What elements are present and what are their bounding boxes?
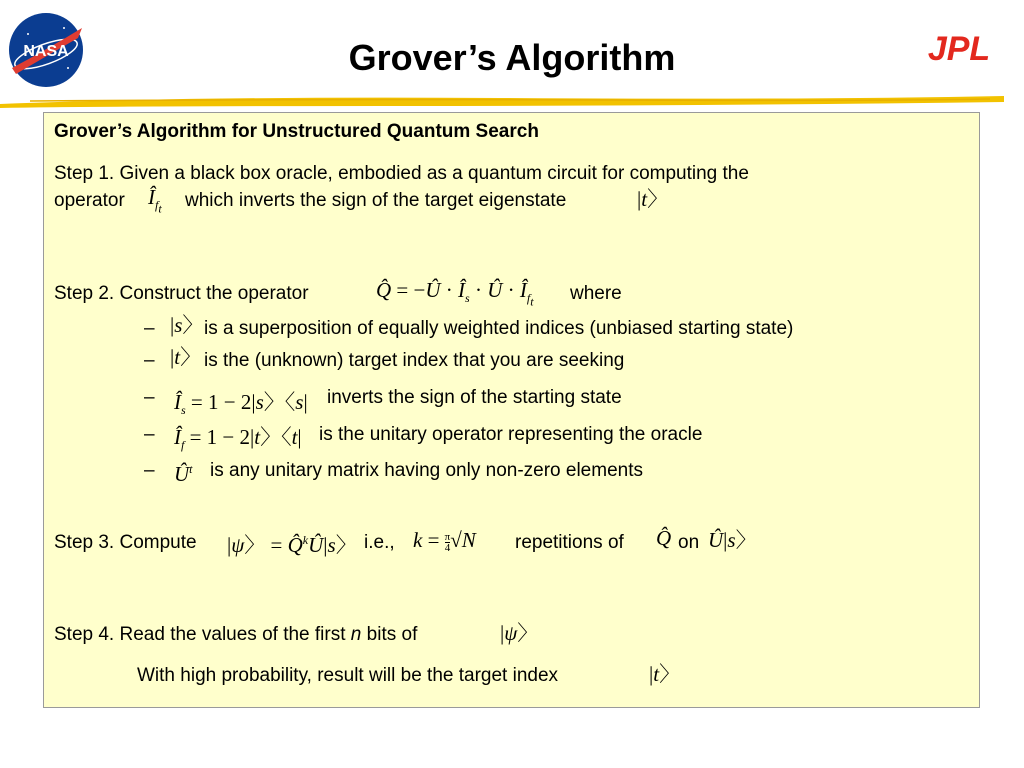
bullet-dash: – [144, 350, 155, 371]
page-title: Grover’s Algorithm [348, 37, 676, 78]
target-ket-t: |t〉 [637, 187, 669, 211]
bullet-dash: – [144, 424, 155, 445]
u-operator-formula: $Û^t$ [174, 462, 193, 486]
title-underline [0, 90, 1004, 112]
step3-ie: i.e., [364, 532, 395, 553]
content-box [43, 112, 980, 708]
u-ket-s-formula: Û|s〉 [708, 528, 757, 552]
bullet-dash: – [144, 387, 155, 408]
bullet-unitary-matrix: is any unitary matrix having only non-zero elements [210, 460, 643, 481]
bullet-dash: – [144, 318, 155, 339]
oracle-operator-formula: $Î_{f_t}$ [148, 185, 162, 216]
step4-label: Step 4. Read the values of the first n bits of [54, 624, 418, 645]
bullet-inverts-start: inverts the sign of the starting state [327, 387, 622, 408]
jpl-logo-text: JPL [927, 30, 991, 66]
ket-psi: |ψ〉 [500, 621, 539, 645]
result-ket-t: |t〉 [649, 662, 681, 686]
step3-label: Step 3. Compute [54, 532, 197, 553]
step1-operator-label: operator [54, 190, 125, 211]
step2-where: where [570, 283, 622, 304]
bullet-oracle-operator: is the unitary operator representing the oracle [319, 424, 703, 445]
step2-label: Step 2. Construct the operator [54, 283, 309, 304]
step3-on: on [678, 532, 700, 553]
bullet-dash: – [144, 460, 155, 481]
result-text: With high probability, result will be the target index [137, 665, 559, 686]
is-operator-formula: $Î_s = 1 - 2|s$〉〈s| [174, 390, 308, 418]
step3-repetitions: repetitions of [515, 532, 624, 553]
q-operator-symbol: Q̂ [656, 526, 672, 550]
repetitions-formula: k = $\frac{\pi}{4}√N$ [413, 528, 476, 554]
ket-t: |t〉 [170, 345, 202, 369]
if-operator-formula: $Î_f = 1 - 2|t$〉〈t| [174, 425, 302, 453]
step1-line1: Step 1. Given a black box oracle, embodied as a quantum circuit for computing the [54, 163, 749, 184]
bullet-target-index: is the (unknown) target index that you are seeking [204, 350, 625, 371]
content-heading: Grover’s Algorithm for Unstructured Quantum Search [54, 121, 539, 142]
nasa-logo-text: NASA [23, 43, 69, 60]
psi-formula: |ψ〉 = Q̂$^k$Û|s〉 [227, 533, 357, 557]
bullet-superposition: is a superposition of equally weighted indices (unbiased starting state) [204, 318, 794, 339]
step1-description: which inverts the sign of the target eigenstate [185, 190, 567, 211]
grover-operator-formula: Q̂ = −Û · $Î_s$ · Û · $Î_{f_t}$ [376, 278, 534, 309]
ket-s: |s〉 [170, 313, 204, 337]
jpl-logo [914, 30, 1004, 66]
